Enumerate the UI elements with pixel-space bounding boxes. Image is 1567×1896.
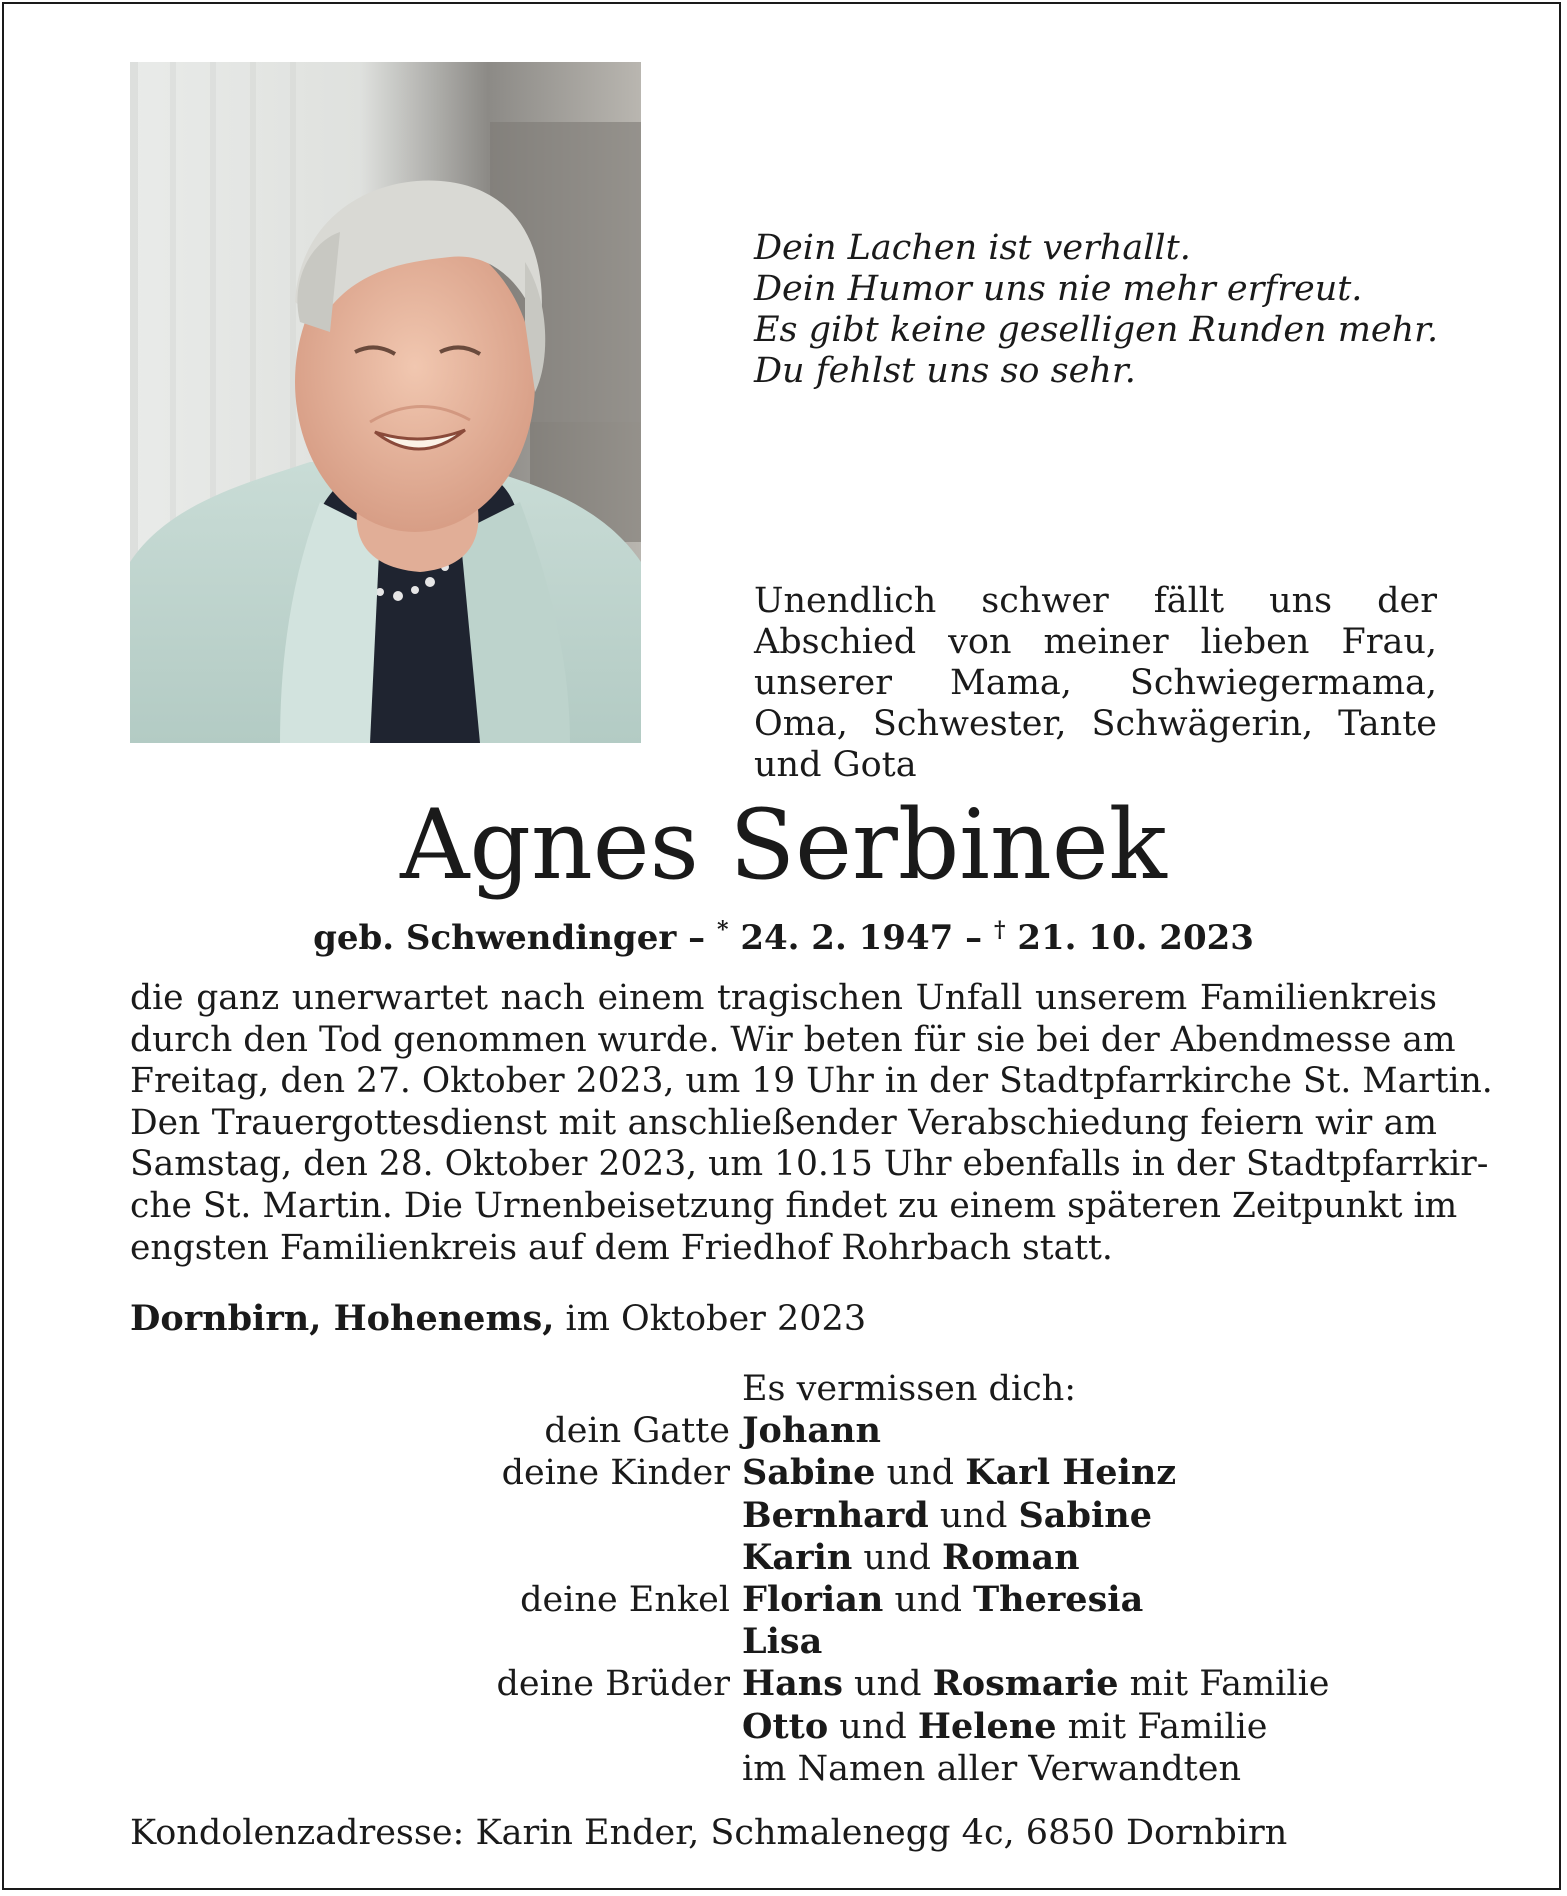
body-line: Samstag, den 28. Oktober 2023, um 10.15 Uhr ebenfalls in der Stadtpfarrkir- [130,1144,1489,1185]
body-line: che St. Martin. Die Urnenbeisetzung findet zu einem späteren Zeitpunkt im [130,1185,1458,1226]
mourner-relation [0,1748,742,1790]
mourner-names [742,1452,1567,1494]
mourner-name: Hans [742,1663,843,1705]
poem-line: Dein Lachen ist verhallt. [754,228,1191,268]
mourner-row [0,1663,1567,1705]
place-names: Dornbirn, Hohenems, [130,1298,555,1339]
mourner-row [0,1621,1567,1663]
mourner-name: Sabine [742,1452,876,1494]
farewell-text: Unendlich schwer fällt uns der Abschied von meiner lieben Frau, unserer Mama, Schwiegermama, Oma, Schwester, Schwägerin, Tante und Gota [754,581,1437,785]
mourner-name: Karl Heinz [965,1452,1177,1494]
mourner-connector: und [842,1664,933,1705]
mourner-relation [0,1621,742,1663]
mourner-name: Roman [942,1536,1080,1578]
mourner-names [742,1410,1567,1452]
dash-separator: – [965,918,983,958]
poem-line: Du fehlst uns so sehr. [754,351,1136,391]
mourner-row [0,1452,1567,1494]
mourner-name: Karin [742,1536,853,1578]
mourner-connector: mit Familie [1118,1664,1330,1705]
mourner-row [0,1748,1567,1790]
body-line: engsten Familienkreis auf dem Friedhof Rohrbach statt. [130,1227,1113,1268]
mourner-names [742,1537,1567,1579]
death-cross-icon: † [993,917,1006,943]
date-text: im Oktober 2023 [554,1299,867,1339]
mourner-connector: und [883,1579,974,1620]
body-line: durch den Tod genommen wurde. Wir beten für sie bei der Abendmesse am [130,1019,1456,1060]
poem-line: Es gibt keine geselligen Runden mehr. [754,310,1439,350]
portrait-photo [130,62,641,743]
mourner-relation: deine Enkel [520,1579,730,1620]
deceased-name: Agnes Serbinek [400,789,1167,901]
mourner-row [0,1410,1567,1452]
mourner-row [0,1537,1567,1579]
place-and-date [130,1298,866,1340]
mourner-names [742,1663,1567,1705]
mourner-row [0,1579,1567,1621]
mourner-row [0,1706,1567,1748]
birth-star-icon: * [716,917,729,943]
mourner-name: Helene [917,1705,1057,1747]
mourner-relation [0,1537,742,1579]
mourner-names [742,1495,1567,1537]
mourner-names [742,1706,1567,1748]
mourner-row [0,1495,1567,1537]
announcement-body [130,978,1493,1269]
mourner-name: Lisa [742,1621,823,1663]
body-line: die ganz unerwartet nach einem tragischen Unfall unserem Familienkreis [130,978,1437,1018]
mourner-connector: und [852,1537,943,1578]
birth-date: 24. 2. 1947 [740,918,954,958]
mourner-relation [0,1706,742,1748]
mourner-name: Bernhard [742,1494,929,1536]
mourners-heading: Es vermissen dich: [742,1369,1077,1409]
body-line: Freitag, den 27. Oktober 2023, um 19 Uhr in der Stadtpfarrkirche St. Martin. [130,1061,1493,1102]
mourner-connector: und [828,1706,918,1747]
memorial-poem [754,228,1454,392]
mourner-relation: deine Kinder [501,1453,730,1494]
mourner-names [742,1579,1567,1621]
mourner-relation [0,1495,742,1537]
poem-line: Dein Humor uns nie mehr erfreut. [754,269,1363,309]
death-date: 21. 10. 2023 [1017,918,1254,958]
birth-name: geb. Schwendinger [313,918,677,958]
mourners-heading-row [0,1368,1567,1410]
dash-separator: – [688,918,706,958]
mourner-name: Rosmarie [932,1663,1119,1705]
life-dates [0,908,1567,960]
mourner-name: Otto [742,1705,829,1747]
mourner-names [742,1748,1567,1790]
mourner-names [742,1621,1567,1663]
condolence-address: Kondolenzadresse: Karin Ender, Schmalenegg 4c, 6850 Dornbirn [130,1813,1288,1853]
mourner-name: Florian [742,1578,884,1620]
mourner-relation: dein Gatte [544,1411,730,1452]
mourner-connector: und [928,1495,1019,1536]
mourner-connector: im Namen aller Verwandten [742,1748,1241,1789]
mourners-list [0,1368,1567,1790]
mourner-relation: deine Brüder [496,1664,730,1705]
mourner-name: Theresia [973,1578,1144,1620]
mourner-name: Johann [742,1410,881,1452]
mourner-connector: und [875,1453,966,1494]
body-line: Den Trauergottesdienst mit anschließender Verabschiedung feiern wir am [130,1102,1437,1143]
mourner-connector: mit Familie [1056,1706,1268,1747]
mourner-name: Sabine [1018,1494,1152,1536]
